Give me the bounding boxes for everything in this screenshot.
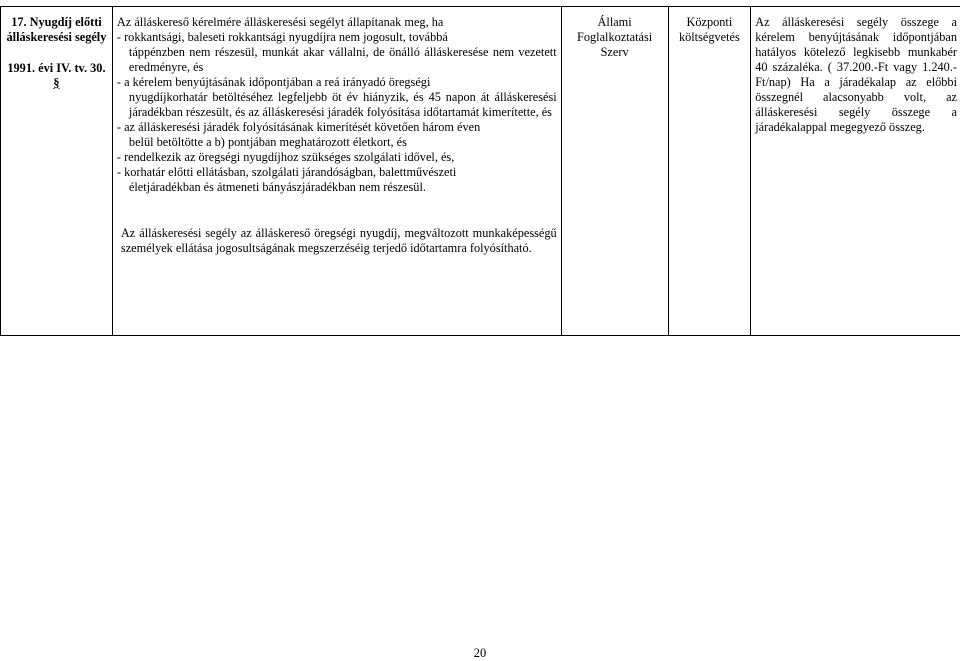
conditions-cell — [112, 7, 561, 336]
organization-text: Állami Foglalkoztatási Szerv — [577, 15, 652, 59]
condition-item-5-rest: életjáradékban és átmeneti bányászjáradékban nem részesül. — [117, 180, 557, 195]
condition-item-5-first: - korhatár előtti ellátásban, szolgálati járandóságban, balettművészeti — [117, 165, 557, 180]
measure-name: 17. Nyugdíj előtti álláskeresési segély — [5, 15, 108, 45]
condition-item-2-first: - a kérelem benyújtásának időpontjában a reá irányadó öregségi — [117, 75, 557, 90]
legal-reference-text: 1991. évi IV. tv. 30. — [7, 61, 105, 75]
conditions-closing: Az álláskeresési segély az álláskereső öregségi nyugdíj, megváltozott munkaképességű személyek ellátása jogosultságának megszerzéséig terjedő időtartamra folyósítható. — [117, 226, 557, 256]
amount-text: Az álláskeresési segély összege a kérelem benyújtásának időpontjában hatályos kötelező legkisebb munkabér 40 százaléka. ( 37.200.-Ft vagy 1.240.-Ft/nap) Ha a járadékalap az előbbi összegnél alacsonyabb volt, az álláskeresési segély összege a járadékalappal megegyező összeg. — [755, 15, 957, 134]
page-number: 20 — [0, 646, 960, 661]
funding-cell — [668, 7, 751, 336]
condition-item-3-rest: belül betöltötte a b) pontjában meghatározott életkort, és — [117, 135, 557, 150]
organization-cell — [561, 7, 668, 336]
amount-cell — [751, 7, 960, 336]
condition-item-4: - rendelkezik az öregségi nyugdíjhoz szükséges szolgálati idővel, és, — [117, 150, 557, 165]
section-sign: § — [53, 76, 59, 90]
funding-text: Központi költségvetés — [679, 15, 740, 44]
legal-reference — [5, 61, 108, 91]
condition-item-3-first: - az álláskeresési járadék folyósításának kimerítését követően három éven — [117, 120, 557, 135]
condition-item-1-first: - rokkantsági, baleseti rokkantsági nyugdíjra nem jogosult, továbbá — [117, 30, 557, 45]
table-row — [1, 7, 960, 336]
benefits-table — [0, 6, 960, 336]
condition-item-1-rest: táppénzben nem részesül, munkát akar vállalni, de önálló álláskeresése nem vezetett eredményre, és — [117, 45, 557, 75]
conditions-intro: Az álláskereső kérelmére álláskeresési segélyt állapítanak meg, ha — [117, 15, 557, 30]
condition-item-2-rest: nyugdíjkorhatár betöltéséhez legfeljebb öt év hiányzik, és 45 napon át álláskeresési járadékban részesült, és az álláskeresési járadék folyósítása időtartamát kimerítette, és — [117, 90, 557, 120]
measure-cell — [1, 7, 113, 336]
